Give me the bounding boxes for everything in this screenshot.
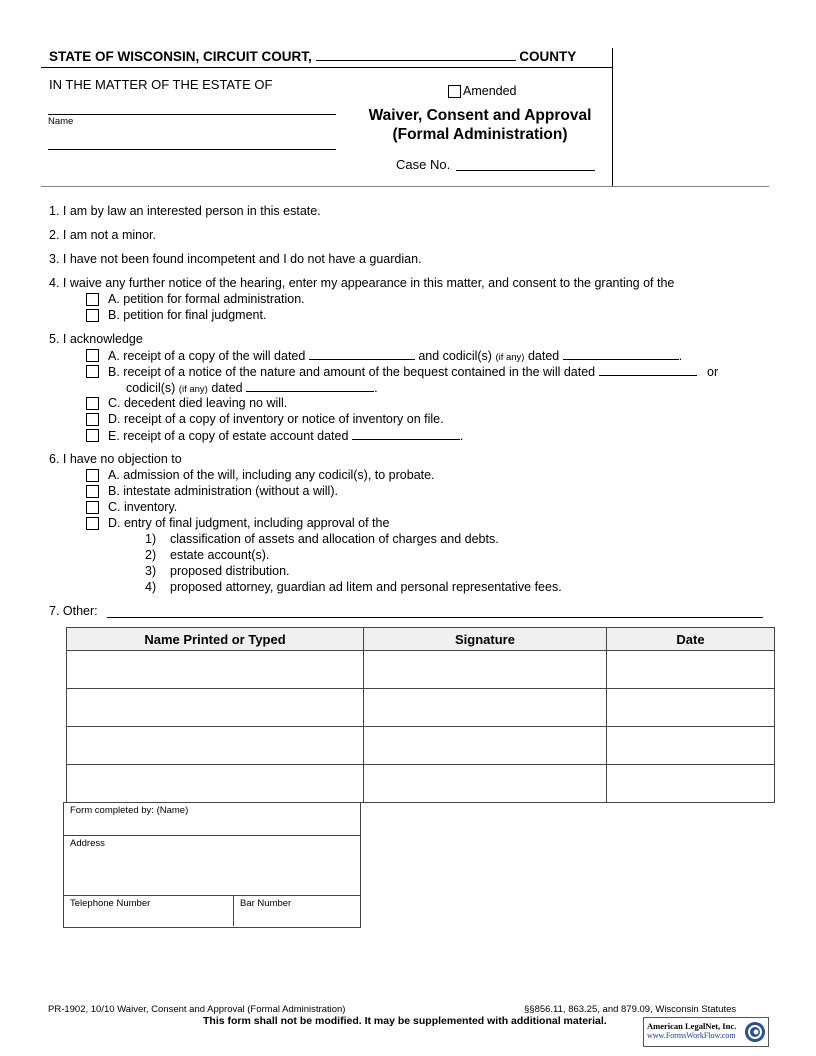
signature-table-header [67, 628, 775, 651]
item-5e: E. receipt of a copy of estate account dated . [108, 429, 464, 443]
bequest-will-date-field[interactable] [599, 364, 697, 376]
amended-label: Amended [463, 84, 517, 98]
item-5a-codicil: and codicil(s) [418, 349, 492, 363]
signature-table [66, 627, 775, 803]
item-5c: C. decedent died leaving no will. [108, 396, 288, 410]
item-7: 7. Other: [49, 604, 98, 618]
case-no-field[interactable] [456, 170, 595, 171]
item-6: 6. I have no objection to [49, 452, 182, 466]
item-4b: B. petition for final judgment. [108, 308, 267, 322]
item-4: 4. I waive any further notice of the hearing, enter my appearance in this matter, and consent to the granting of the [49, 276, 675, 290]
completed-by-box [63, 802, 361, 928]
item-5b-dated: dated [211, 381, 243, 395]
county-label: COUNTY [519, 49, 577, 64]
bar-number-label[interactable]: Bar Number [240, 898, 292, 909]
item-5b-checkbox[interactable] [86, 365, 99, 378]
statutes: §§856.11, 863.25, and 879.09, Wisconsin Statutes [524, 1004, 737, 1015]
header-rule-bottom [41, 186, 769, 187]
item-5b-codicil: codicil(s) [126, 381, 176, 395]
state-court-label: STATE OF WISCONSIN, CIRCUIT COURT, [49, 49, 312, 64]
form-title-line1: Waiver, Consent and Approval [368, 107, 592, 124]
item-4b-checkbox[interactable] [86, 309, 99, 322]
signature-cell[interactable] [364, 651, 607, 689]
item-5a: A. receipt of a copy of the will dated and codicil(s) (if any) dated . [108, 349, 683, 363]
item-6d-2: 2) estate account(s). [145, 548, 270, 562]
modification-notice: This form shall not be modified. It may be supplemented with additional material. [203, 1015, 607, 1027]
item-6d-1: 1) classification of assets and allocation of charges and debts. [145, 532, 499, 546]
form-title [350, 106, 610, 144]
table-row [67, 765, 775, 803]
col-signature-header: Signature [364, 628, 607, 651]
signature-cell[interactable] [364, 689, 607, 727]
date-cell[interactable] [607, 651, 775, 689]
name-cell[interactable] [67, 689, 364, 727]
table-row [67, 727, 775, 765]
item-5d-checkbox[interactable] [86, 413, 99, 426]
item-5b-text: B. receipt of a notice of the nature and amount of the bequest contained in the will dated [108, 365, 596, 379]
completed-divider-2 [64, 895, 360, 896]
col-date-header: Date [607, 628, 775, 651]
signature-cell[interactable] [364, 765, 607, 803]
form-id: PR-1902, 10/10 Waiver, Consent and Approval (Formal Administration) [48, 1004, 346, 1015]
header-rule-top [41, 67, 612, 68]
item-5b-or: or [707, 365, 719, 379]
table-row [67, 689, 775, 727]
item-5b [108, 364, 718, 379]
item-6d-3: 3) proposed distribution. [145, 564, 290, 578]
item-5b-ifany: (if any) [178, 384, 208, 395]
col-name-header: Name Printed or Typed [67, 628, 364, 651]
estate-account-date-field[interactable] [352, 428, 460, 440]
court-heading [49, 48, 576, 64]
name-cell[interactable] [67, 651, 364, 689]
case-no-label: Case No. [396, 157, 451, 172]
item-6d: D. entry of final judgment, including approval of the [108, 516, 390, 530]
name-cell[interactable] [67, 765, 364, 803]
name-label: Name [48, 116, 74, 127]
signature-cell[interactable] [364, 727, 607, 765]
item-6c-checkbox[interactable] [86, 501, 99, 514]
item-5d: D. receipt of a copy of inventory or notice of inventory on file. [108, 412, 444, 426]
legalnet-logo [643, 1017, 769, 1047]
item-5a-ifany: (if any) [495, 352, 525, 363]
logo-text-1: American LegalNet, Inc. [647, 1021, 737, 1031]
item-5a-checkbox[interactable] [86, 349, 99, 362]
item-4a-checkbox[interactable] [86, 293, 99, 306]
item-6c: C. inventory. [108, 500, 178, 514]
name-cell[interactable] [67, 727, 364, 765]
form-title-line2: (Formal Administration) [392, 126, 568, 143]
will-date-field[interactable] [309, 348, 415, 360]
telephone-label[interactable]: Telephone Number [70, 898, 151, 909]
logo-swirl-icon [744, 1021, 766, 1043]
item-2: 2. I am not a minor. [49, 228, 156, 242]
completed-divider-1 [64, 835, 360, 836]
date-cell[interactable] [607, 727, 775, 765]
date-cell[interactable] [607, 765, 775, 803]
bequest-codicil-date-field[interactable] [246, 380, 374, 392]
address-label[interactable]: Address [70, 838, 105, 849]
item-6d-checkbox[interactable] [86, 517, 99, 530]
item-5: 5. I acknowledge [49, 332, 143, 346]
completed-by-label[interactable]: Form completed by: (Name) [70, 805, 189, 816]
county-field[interactable] [316, 48, 516, 61]
item-3: 3. I have not been found incompetent and I do not have a guardian. [49, 252, 422, 266]
logo-text-2: www.FormsWorkFlow.com [647, 1031, 736, 1040]
item-6b: B. intestate administration (without a will). [108, 484, 338, 498]
item-6b-checkbox[interactable] [86, 485, 99, 498]
item-5a-dated: dated [527, 349, 560, 363]
item-5c-checkbox[interactable] [86, 397, 99, 410]
item-6d-4: 4) proposed attorney, guardian ad litem and personal representative fees. [145, 580, 562, 594]
item-5a-text: A. receipt of a copy of the will dated [108, 349, 306, 363]
estate-name-field-2[interactable] [48, 149, 336, 150]
item-6a: A. admission of the will, including any codicil(s), to probate. [108, 468, 435, 482]
item-5e-text: E. receipt of a copy of estate account dated [108, 429, 349, 443]
date-cell[interactable] [607, 689, 775, 727]
estate-matter-label: IN THE MATTER OF THE ESTATE OF [49, 77, 273, 92]
other-field[interactable] [107, 617, 763, 618]
item-5b-line2: codicil(s) (if any) dated . [126, 381, 378, 395]
codicil-date-field[interactable] [563, 348, 679, 360]
item-4a: A. petition for formal administration. [108, 292, 305, 306]
header-divider [612, 48, 613, 187]
estate-name-field[interactable] [48, 114, 336, 115]
item-1: 1. I am by law an interested person in this estate. [49, 204, 321, 218]
item-5e-checkbox[interactable] [86, 429, 99, 442]
item-6a-checkbox[interactable] [86, 469, 99, 482]
completed-divider-3 [233, 895, 234, 926]
table-row [67, 651, 775, 689]
amended-checkbox[interactable] [448, 85, 461, 98]
